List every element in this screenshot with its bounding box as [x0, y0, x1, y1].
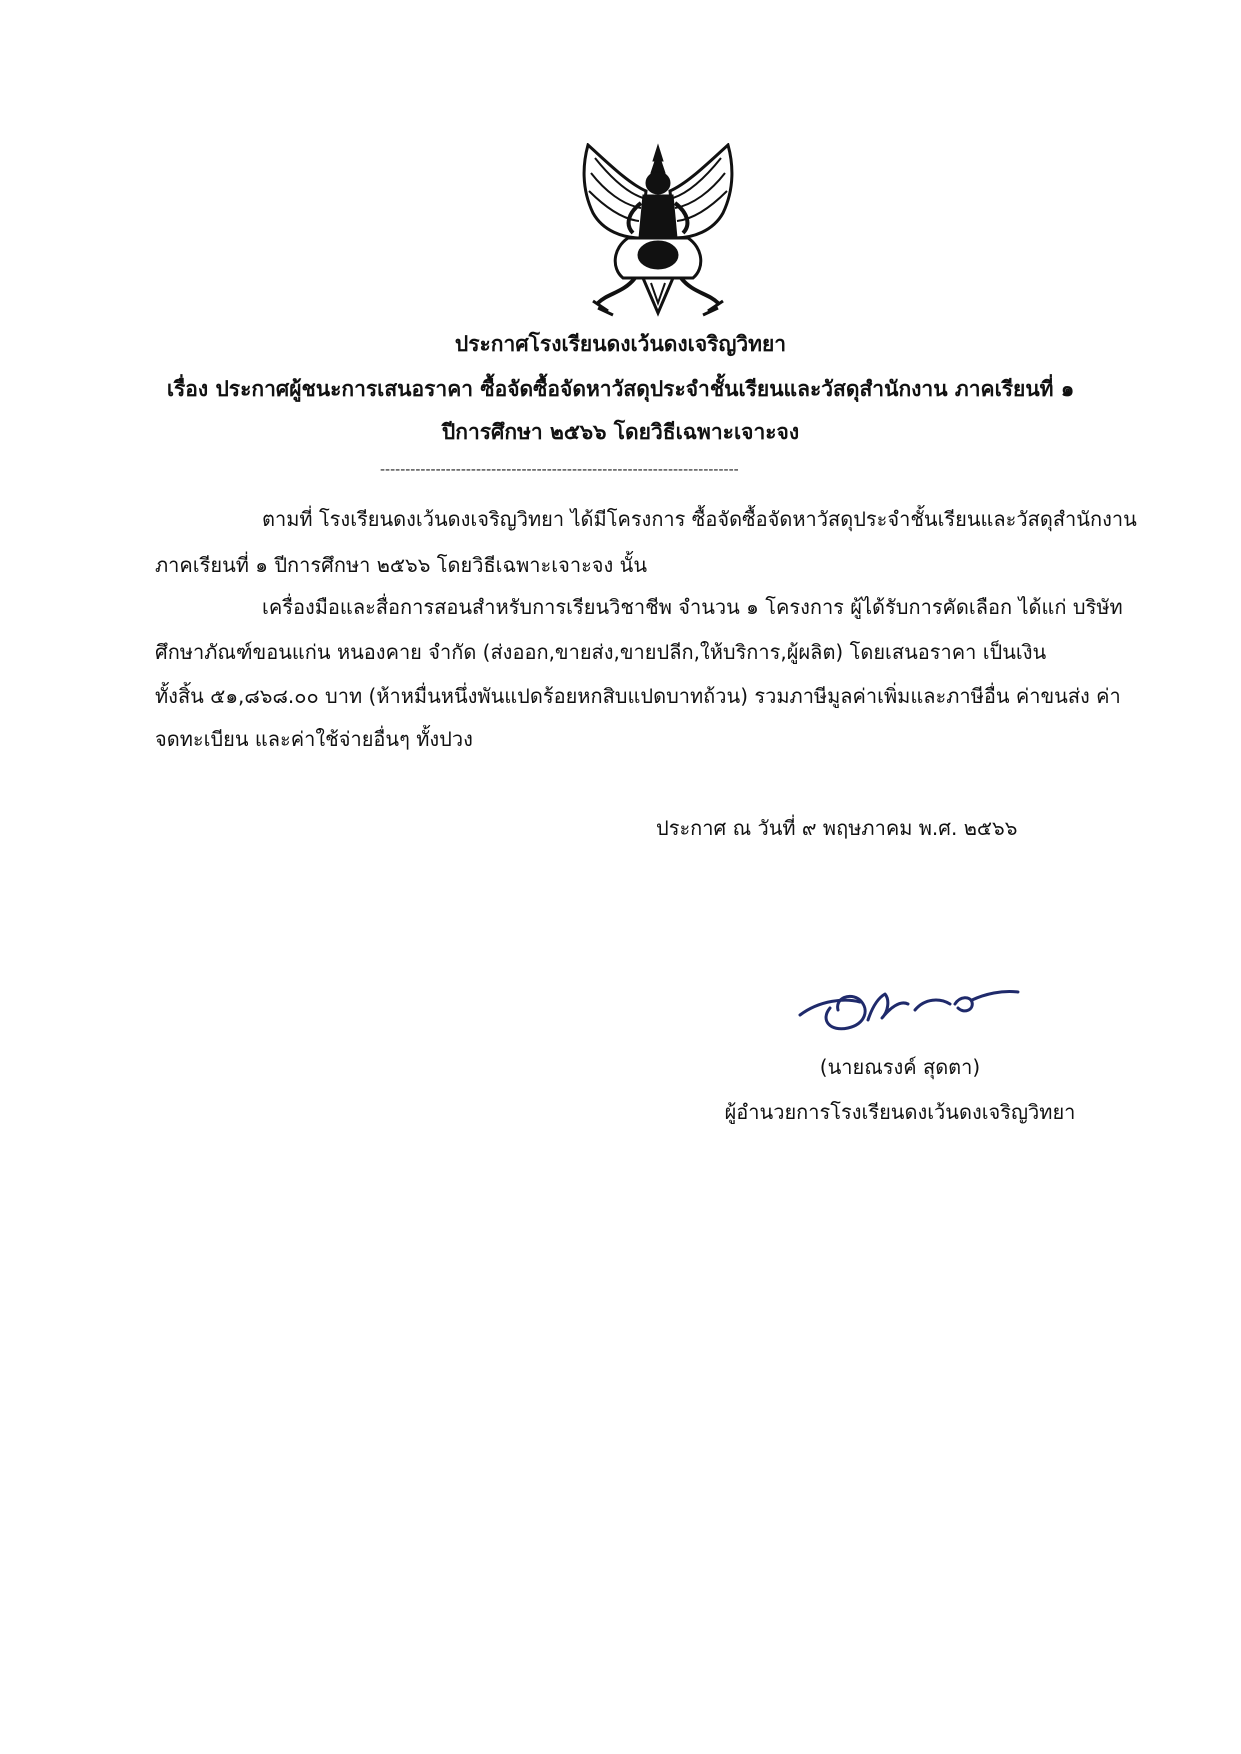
- paragraph1-line1: ตามที่ โรงเรียนดงเว้นดงเจริญวิทยา ได้มีโครงการ ซื้อจัดซื้อจัดหาวัสดุประจำชั้นเรียนและวัสดุสำนักงาน: [262, 507, 1137, 531]
- announcement-subject-line2: ปีการศึกษา ๒๕๖๖ โดยวิธีเฉพาะเจาะจง: [441, 420, 800, 444]
- paragraph2-line2: ศึกษาภัณฑ์ขอนแก่น หนองคาย จำกัด (ส่งออก,ขายส่ง,ขายปลีก,ให้บริการ,ผู้ผลิต) โดยเสนอราคา เป็นเงิน: [155, 640, 1047, 664]
- paragraph2-line3: ทั้งสิ้น ๕๑,๘๖๘.๐๐ บาท (ห้าหมื่นหนึ่งพันแปดร้อยหกสิบแปดบาทถ้วน) รวมภาษีมูลค่าเพิ่มและภาษีอื่น ค่าขนส่ง ค่า: [155, 684, 1121, 708]
- paragraph1-line2: ภาคเรียนที่ ๑ ปีการศึกษา ๒๕๖๖ โดยวิธีเฉพาะเจาะจง นั้น: [155, 553, 647, 577]
- paragraph2-line4: จดทะเบียน และค่าใช้จ่ายอื่นๆ ทั้งปวง: [155, 727, 473, 751]
- garuda-emblem-icon: [573, 143, 743, 318]
- header-divider: -----------------------------------------------------------------------: [380, 462, 739, 478]
- signatory-position: ผู้อำนวยการโรงเรียนดงเว้นดงเจริญวิทยา: [724, 1100, 1076, 1124]
- paragraph2-line1: เครื่องมือและสื่อการสอนสำหรับการเรียนวิชาชีพ จำนวน ๑ โครงการ ผู้ได้รับการคัดเลือก ได้แก่ บริษัท: [262, 595, 1123, 619]
- signatory-name: (นายณรงค์ สุดตา): [819, 1055, 981, 1079]
- announcement-subject-line1: เรื่อง ประกาศผู้ชนะการเสนอราคา ซื้อจัดซื้อจัดหาวัสดุประจำชั้นเรียนและวัสดุสำนักงาน ภาคเรียนที่ ๑: [166, 377, 1075, 401]
- handwritten-signature: [790, 970, 1020, 1040]
- announcement-title: ประกาศโรงเรียนดงเว้นดงเจริญวิทยา: [454, 332, 787, 356]
- announcement-date: ประกาศ ณ วันที่ ๙ พฤษภาคม พ.ศ. ๒๕๖๖: [656, 816, 1018, 840]
